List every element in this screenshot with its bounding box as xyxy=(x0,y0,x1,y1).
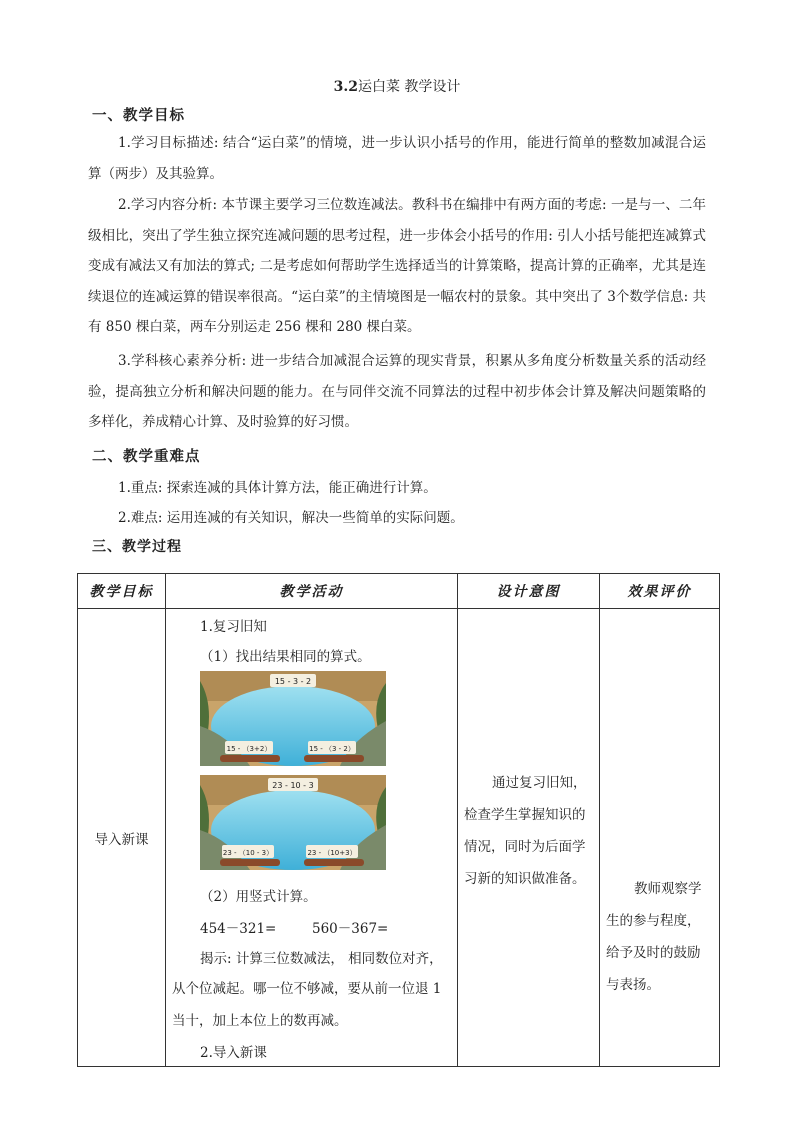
scene-label: 23 - （10+3） xyxy=(307,849,357,857)
header-activity: 教学活动 xyxy=(166,574,458,609)
purpose-line: 通过复习旧知， xyxy=(492,775,587,791)
activity-line: 当十，加上本位上的数再减。 xyxy=(172,1013,348,1029)
goal-paragraph-3: 3.学科核心素养分析: 进一步结合加减混合运算的现实背景，积累从多角度分析数量关系的活动经验，提高独立分析和解决问题的能力。在与同伴交流不同算法的过程中初步体会计算及解决问题策略的多样化，养成精心计算、及时验算的好习惯。 xyxy=(88,353,706,430)
table-row xyxy=(78,609,720,1067)
scene-label: 23 - （10 - 3） xyxy=(222,849,274,857)
evaluation-line: 给予及时的鼓励 xyxy=(606,945,701,961)
evaluation-line: 与表扬。 xyxy=(606,977,660,993)
table-header-row xyxy=(78,574,720,609)
scene-label: 23 - 10 - 3 xyxy=(272,781,314,790)
goal-cell: 导入新课 xyxy=(78,609,166,1067)
lake-scene-image-1 xyxy=(200,671,386,766)
purpose-cell xyxy=(458,609,600,1067)
header-purpose: 设计意图 xyxy=(458,574,600,609)
section-heading-key-points: 二、教学重难点 xyxy=(92,448,201,465)
header-evaluation: 效果评价 xyxy=(600,574,720,609)
key-point-item: 1.重点: 探索连减的具体计算方法，能正确进行计算。 xyxy=(118,480,437,496)
activity-line: （2）用竖式计算。 xyxy=(200,889,317,905)
evaluation-line: 教师观察学 xyxy=(634,881,702,897)
purpose-line: 检查学生掌握知识的 xyxy=(464,807,586,823)
header-goal: 教学目标 xyxy=(78,574,166,609)
activity-line: 454－321= xyxy=(200,921,277,937)
evaluation-cell xyxy=(600,609,720,1067)
purpose-line: 习新的知识做准备。 xyxy=(464,871,586,887)
activity-line: （1）找出结果相同的算式。 xyxy=(200,649,371,665)
lake-scene-image-2 xyxy=(200,775,386,870)
activity-line: 2.导入新课 xyxy=(200,1045,267,1061)
goal-paragraph-2: 2.学习内容分析: 本节课主要学习三位数连减法。教科书在编排中有两方面的考虑: 一是与一、二年级相比，突出了学生独立探究连减问题的思考过程，进一步体会小括号的作用: 引人小括号能把连减算式变成有减法又有加法的算式; 二是考虑如何帮助学生选择适当的计算策略，提高计算的正确率，尤其是连续退位的连减运算的错误率很高。“运白菜”的主情境图是一幅农村的景象。其中突出了 3个数学信息: 共有 850 棵白菜，两车分别运走 256 棵和 280 棵白菜。 xyxy=(88,197,706,335)
teaching-process-table xyxy=(77,573,720,1067)
activity-cell xyxy=(166,609,458,1067)
activity-line: 揭示: 计算三位数减法， 相同数位对齐， xyxy=(200,951,443,967)
activity-line: 从个位减起。哪一位不够减，要从前一位退 1 xyxy=(172,981,442,997)
difficult-point-item: 2.难点: 运用连减的有关知识，解决一些简单的实际问题。 xyxy=(118,510,464,526)
activity-line: 1.复习旧知 xyxy=(200,619,267,635)
section-heading-process: 三、教学过程 xyxy=(92,539,182,555)
goal-paragraph-1: 1.学习目标描述: 结合“运白菜”的情境，进一步认识小括号的作用，能进行简单的整数加减混合运算（两步）及其验算。 xyxy=(88,135,706,182)
scene-label: 15 - （3+2） xyxy=(226,745,272,753)
purpose-line: 情况，同时为后面学 xyxy=(464,839,586,855)
activity-line: 560－367= xyxy=(312,921,389,937)
scene-label: 15 - 3 - 2 xyxy=(274,677,312,686)
evaluation-line: 生的参与程度， xyxy=(606,913,701,929)
scene-label: 15 - （3 - 2） xyxy=(309,745,355,753)
document-title: 3.2运白菜 教学设计 xyxy=(333,79,461,95)
section-heading-goals: 一、教学目标 xyxy=(92,107,185,124)
